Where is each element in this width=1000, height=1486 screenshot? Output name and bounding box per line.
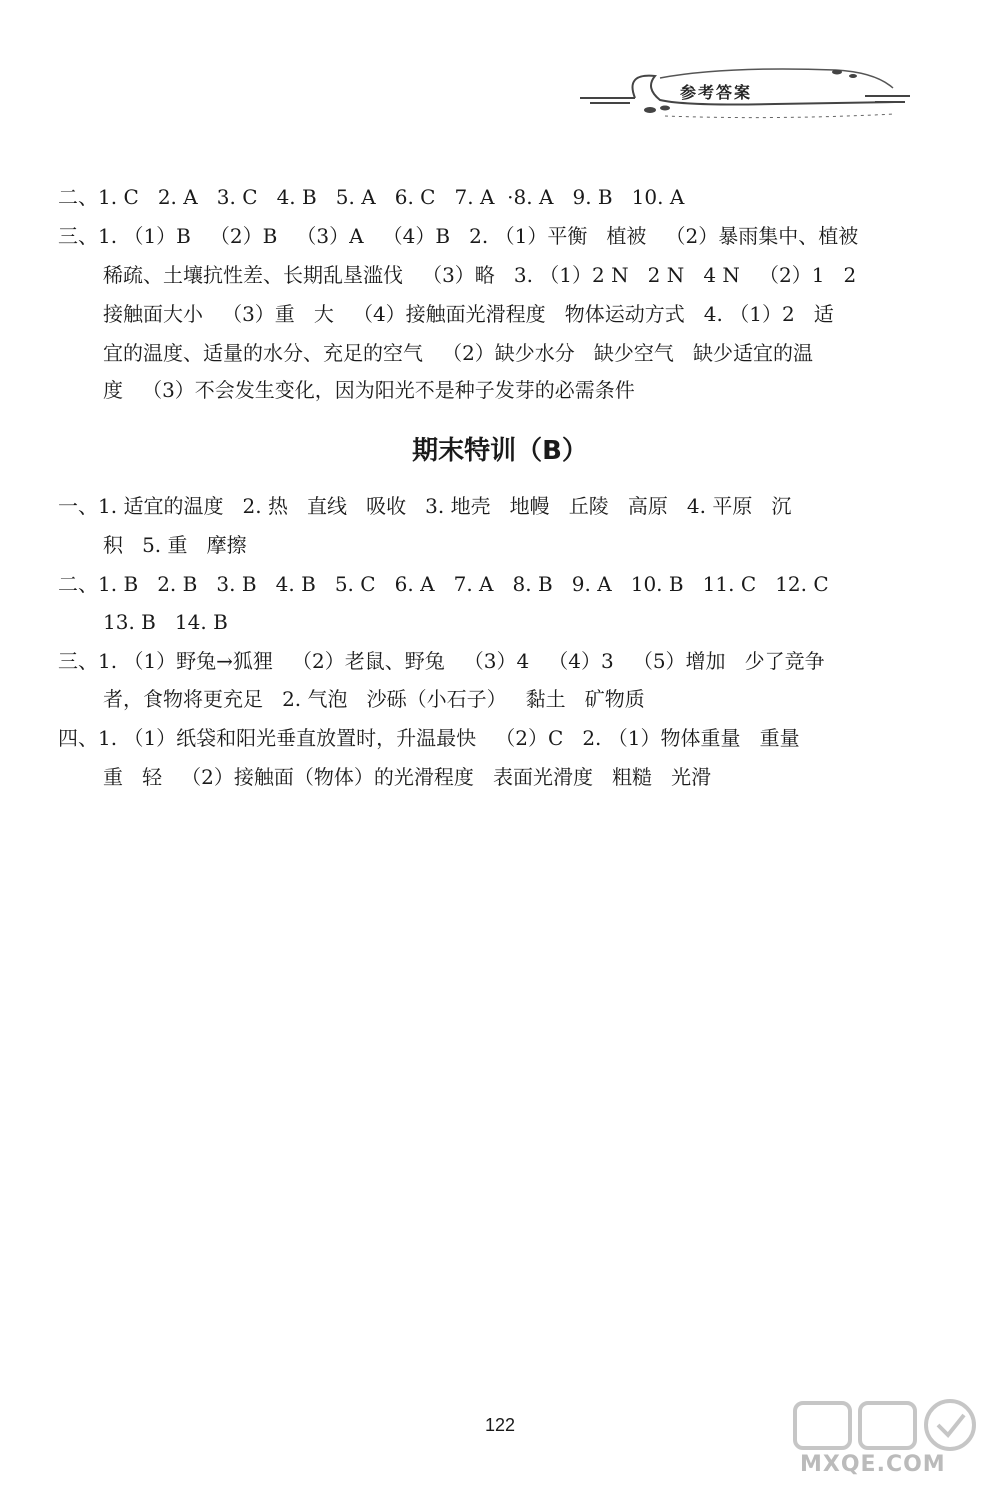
answer-line: 稀疏、土壤抗性差、长期乱垦滥伐 （3）略 3. （1）2 N 2 N 4 N （2）1 2 [103, 263, 857, 287]
answer-line: 二、1. B 2. B 3. B 4. B 5. C 6. A 7. A 8. B 9. A 10. B 11. C 12. C [58, 572, 829, 596]
answer-line: 13. B 14. B [103, 610, 228, 634]
answer-line: 者，食物将更充足 2. 气泡 沙砾（小石子） 黏土 矿物质 [103, 687, 645, 711]
answer-line: 三、1. （1）B （2）B （3）A （4）B 2. （1）平衡 植被 （2）暴雨集中、植被 [58, 224, 859, 248]
answer-line: 接触面大小 （3）重 大 （4）接触面光滑程度 物体运动方式 4. （1）2 适 [103, 302, 834, 326]
section-title: 期末特训（B） [412, 436, 588, 466]
answer-line: 三、1. （1）野兔→狐狸 （2）老鼠、野兔 （3）4 （4）3 （5）增加 少了竞争 [58, 649, 825, 673]
page-number: 122 [484, 1415, 516, 1435]
answer-line: 重 轻 （2）接触面（物体）的光滑程度 表面光滑度 粗糙 光滑 [103, 765, 712, 789]
watermark-text: MXQE.COM [800, 1452, 946, 1477]
answer-line: 二、1. C 2. A 3. C 4. B 5. A 6. C 7. A ·8. A 9. B 10. A [58, 185, 685, 209]
answer-line: 度 （3）不会发生变化，因为阳光不是种子发芽的必需条件 [103, 378, 635, 402]
answer-line: 一、1. 适宜的温度 2. 热 直线 吸收 3. 地壳 地幔 丘陵 高原 4. 平原 沉 [58, 494, 792, 518]
answer-line: 四、1. （1）纸袋和阳光垂直放置时，升温最快 （2）C 2. （1）物体重量 重量 [58, 726, 800, 750]
answer-line: 宜的温度、适量的水分、充足的空气 （2）缺少水分 缺少空气 缺少适宜的温 [103, 341, 813, 365]
header-label: 参考答案 [680, 83, 753, 102]
answer-line: 积 5. 重 摩擦 [103, 533, 247, 557]
